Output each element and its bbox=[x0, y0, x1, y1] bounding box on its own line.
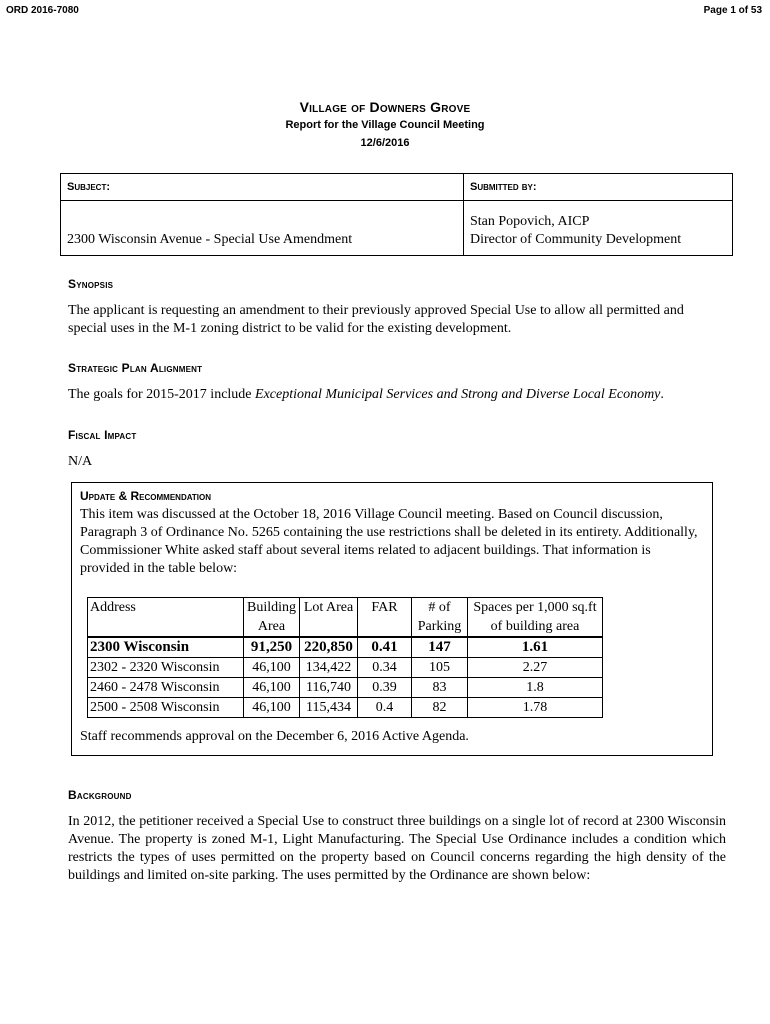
cell-lot-area: 220,850 bbox=[300, 637, 358, 658]
table-row bbox=[88, 678, 603, 698]
col-header-spaces-2: of building area bbox=[468, 617, 603, 637]
col-header-building-2: Area bbox=[244, 617, 300, 637]
report-title: Village of Downers Grove bbox=[299, 99, 471, 115]
cell-lot-area: 116,740 bbox=[300, 678, 358, 698]
subject-table bbox=[60, 173, 733, 256]
submitter-name: Stan Popovich, AICP bbox=[470, 214, 590, 229]
cell-spaces: 1.61 bbox=[468, 637, 603, 658]
strategic-goals: Exceptional Municipal Services and Strong and Diverse Local Economy bbox=[255, 387, 661, 402]
cell-building-area: 46,100 bbox=[244, 698, 300, 718]
col-header-address-2 bbox=[88, 617, 244, 637]
staff-recommendation: Staff recommends approval on the December 6, 2016 Active Agenda. bbox=[80, 729, 469, 744]
report-date: 12/6/2016 bbox=[360, 137, 410, 149]
col-header-building: Building bbox=[244, 598, 300, 618]
submitter-title: Director of Community Development bbox=[470, 232, 682, 247]
table-row bbox=[88, 637, 603, 658]
table-row bbox=[88, 698, 603, 718]
subject-value: 2300 Wisconsin Avenue - Special Use Amendment bbox=[61, 201, 464, 256]
strategic-text-prefix: The goals for 2015-2017 include bbox=[68, 387, 256, 402]
cell-address: 2302 - 2320 Wisconsin bbox=[88, 658, 244, 678]
document-id: ORD 2016-7080 bbox=[6, 5, 79, 16]
cell-spaces: 1.78 bbox=[468, 698, 603, 718]
synopsis-heading: Synopsis bbox=[68, 277, 114, 291]
cell-spaces: 2.27 bbox=[468, 658, 603, 678]
building-comparison-table bbox=[87, 597, 603, 718]
cell-address: 2500 - 2508 Wisconsin bbox=[88, 698, 244, 718]
fiscal-impact-heading: Fiscal Impact bbox=[68, 428, 137, 442]
background-heading: Background bbox=[68, 788, 132, 802]
update-heading: Update & Recommendation bbox=[80, 489, 212, 503]
col-header-lot-area: Lot Area bbox=[300, 598, 358, 618]
cell-building-area: 46,100 bbox=[244, 658, 300, 678]
page-number: Page 1 of 53 bbox=[703, 5, 762, 16]
cell-building-area: 91,250 bbox=[244, 637, 300, 658]
fiscal-impact-text: N/A bbox=[68, 454, 93, 469]
col-header-address: Address bbox=[88, 598, 244, 618]
cell-far: 0.41 bbox=[358, 637, 412, 658]
background-text: In 2012, the petitioner received a Special Use to construct three buildings on a single lot of record at 2300 Wisconsin Avenue. The property is zoned M-1, Light Manufacturing. The Special Use Ordinance includes a condition which restricts the types of uses permitted on the property based on Council concerns regarding the high density of the buildings and limited on-site parking. The uses permitted by the Ordinance are shown below: bbox=[68, 814, 726, 883]
update-recommendation-box bbox=[71, 482, 713, 756]
col-header-spaces: Spaces per 1,000 sq.ft bbox=[468, 598, 603, 618]
submitted-by-value bbox=[464, 201, 733, 256]
col-header-far: FAR bbox=[358, 598, 412, 618]
cell-spaces: 1.8 bbox=[468, 678, 603, 698]
submitted-by-label: Submitted by: bbox=[464, 174, 733, 201]
col-header-far-2 bbox=[358, 617, 412, 637]
synopsis-text: The applicant is requesting an amendment to their previously approved Special Use to allow all permitted and special uses in the M-1 zoning district to be valid for the existing development. bbox=[68, 303, 684, 336]
cell-far: 0.34 bbox=[358, 658, 412, 678]
cell-address: 2460 - 2478 Wisconsin bbox=[88, 678, 244, 698]
strategic-text-suffix: . bbox=[660, 387, 664, 402]
cell-parking: 105 bbox=[412, 658, 468, 678]
table-header-row-2 bbox=[88, 617, 603, 637]
cell-far: 0.39 bbox=[358, 678, 412, 698]
table-header-row bbox=[88, 598, 603, 618]
cell-address: 2300 Wisconsin bbox=[88, 637, 244, 658]
col-header-lot-area-2 bbox=[300, 617, 358, 637]
col-header-parking-2: Parking bbox=[412, 617, 468, 637]
cell-parking: 147 bbox=[412, 637, 468, 658]
cell-building-area: 46,100 bbox=[244, 678, 300, 698]
table-row bbox=[88, 658, 603, 678]
cell-far: 0.4 bbox=[358, 698, 412, 718]
strategic-plan-heading: Strategic Plan Alignment bbox=[68, 361, 203, 375]
update-text: This item was discussed at the October 18, 2016 Village Council meeting. Based on Council discussion, Paragraph 3 of Ordinance No. 5265 containing the use restrictions shall be deleted in its entirety. Additionally, Commissioner White asked staff about several items related to adjacent buildings. That information is provided in the table below: bbox=[80, 507, 698, 576]
subject-label: Subject: bbox=[61, 174, 464, 201]
report-subtitle: Report for the Village Council Meeting bbox=[285, 119, 485, 131]
cell-lot-area: 115,434 bbox=[300, 698, 358, 718]
cell-parking: 82 bbox=[412, 698, 468, 718]
cell-lot-area: 134,422 bbox=[300, 658, 358, 678]
cell-parking: 83 bbox=[412, 678, 468, 698]
strategic-plan-text bbox=[68, 386, 726, 404]
col-header-parking: # of bbox=[412, 598, 468, 618]
